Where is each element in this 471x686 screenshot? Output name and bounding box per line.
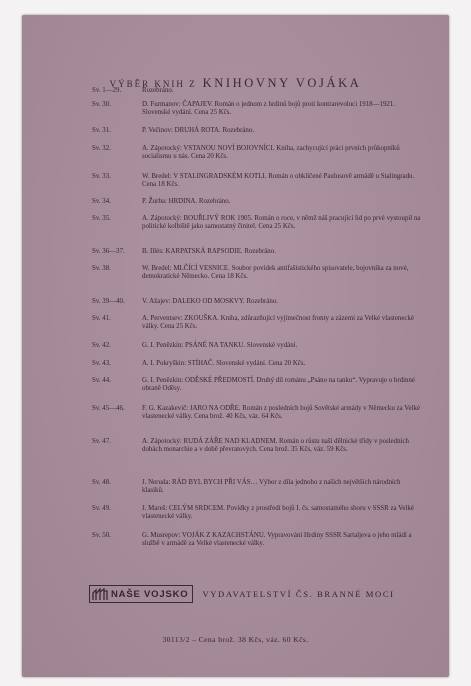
- book-entry: [92, 360, 422, 368]
- book-entry: [92, 127, 422, 135]
- book-description: P. Večinov: DRUHÁ ROTA. Rozebráno.: [142, 127, 255, 134]
- publisher-line: [89, 582, 429, 606]
- book-back-cover: [22, 15, 449, 677]
- book-description: G. Musrepov: VOJÁK Z KAZACHSTÁNU. Vypravování Hrdiny SSSR Sartaljeva o jeho mládí a službě v armádě za Velké vlastenecké války.: [142, 532, 412, 548]
- volume-number: Sv. 45—46.: [92, 405, 125, 412]
- book-entry: [92, 87, 422, 95]
- volume-number: Sv. 36—37.: [92, 248, 125, 255]
- volume-number: Sv. 44.: [92, 377, 111, 384]
- book-entry: [92, 342, 422, 350]
- book-description: A. I. Pokryškin: STÍHAČ. Slovenské vydání. Cena 20 Kčs.: [142, 360, 306, 367]
- volume-number: Sv. 48.: [92, 479, 111, 486]
- book-description: A. Perventsev: ZKOUŠKA. Kniha, zdůrazňující vyjímečnost fronty a zázemí za Velké vlastenecké války. Cena 25 Kčs.: [142, 315, 414, 331]
- book-description: A. Zápotocký: VSTANOU NOVÍ BOJOVNÍCI. Kniha, zachycující práci prvních průkopníků socialismu u nás. Cena 20 Kčs.: [142, 145, 400, 161]
- heading-prefix: VÝBĚR KNIH Z: [109, 79, 197, 89]
- price-line: 30113/2 – Cena brož. 38 Kčs, váz. 60 Kčs.: [162, 635, 309, 644]
- book-entry: [92, 405, 422, 422]
- book-description: P. Žurba: HRDINA. Rozebráno.: [142, 198, 231, 205]
- volume-number: Sv. 30.: [92, 101, 111, 108]
- book-entry: [92, 479, 422, 496]
- publisher-name: VYDAVATELSTVÍ ČS. BRANNÉ MOCI: [202, 589, 395, 599]
- book-description: A. Zápotocký: RUDÁ ZÁŘE NAD KLADNEM. Román o růstu naší dělnické třídy v posledních dobách monarchie a v době převratových. Cena brož. 35 Kčs, váz. 59 Kčs.: [142, 438, 409, 454]
- book-entry: [92, 198, 422, 206]
- book-entry: [92, 173, 422, 190]
- volume-number: Sv. 32.: [92, 145, 111, 152]
- book-entry: [92, 298, 422, 306]
- volume-number: Sv. 34.: [92, 198, 111, 205]
- book-description: D. Furmanov: ČAPAJEV. Román o jednom z hrdinů bojů proti kontrarevoluci 1918—1921. Slovenské vydání. Cena 25 Kčs.: [142, 101, 396, 117]
- book-description: V. Ažajev: DALEKO OD MOSKVY. Rozebráno.: [142, 298, 279, 305]
- volume-number: Sv. 47.: [92, 438, 111, 445]
- book-description: A. Zápotocký: BOUŘLIVÝ ROK 1905. Román o roce, v němž náš pracující lid po prvé vystoupil na politické kolbiště jako samostatný činitel. Cena 25 Kčs.: [142, 215, 421, 231]
- volume-number: Sv. 33.: [92, 173, 111, 180]
- book-description: B. Illés: KARPATSKÁ RAPSODIE. Rozebráno.: [142, 248, 276, 255]
- book-entry: [92, 145, 422, 162]
- book-entry: [92, 532, 422, 549]
- volume-number: Sv. 41.: [92, 315, 111, 322]
- heading-series-name: KNIHOVNY VOJÁKA: [202, 76, 362, 90]
- volume-number: Sv. 39—40.: [92, 298, 125, 305]
- book-entry: [92, 315, 422, 332]
- book-entry: [92, 265, 422, 282]
- book-description: Rozebráno.: [142, 87, 174, 94]
- book-description: J. Neruda: RÁD BYL BYCH PŘI VÁS… Výbor z díla jednoho z našich největších národních klasiků.: [142, 479, 401, 495]
- book-entry: [92, 248, 422, 256]
- volume-number: Sv. 50.: [92, 532, 111, 539]
- volume-number: Sv. 31.: [92, 127, 111, 134]
- book-description: W. Bredel: MLČÍCÍ VESNICE. Soubor povídek antifašistického spisovatele, bojovníka za nové, demokratické Německo. Cena 18 Kčs.: [142, 265, 409, 281]
- book-description: G. I. Penězkin: ODĚSKÉ PŘEDMOSTÍ. Druhý díl románu „Psáno na tanku“. Vypravuje o hrdinné obraně Oděsy.: [142, 377, 415, 393]
- volume-number: Sv. 43.: [92, 360, 111, 367]
- book-description: F. G. Kazakevič: JARO NA ODŘE. Román z posledních bojů Sovětské armády v Německu za Velké vlastenecké války. Cena brož. 40 Kčs, váz. 64 Kčs.: [142, 405, 420, 421]
- volume-number: Sv. 1—29.: [92, 87, 122, 94]
- volume-number: Sv. 38.: [92, 265, 111, 272]
- book-entry: [92, 377, 422, 394]
- book-entry: [92, 215, 422, 232]
- book-entry: [92, 438, 422, 455]
- publisher-logo: [89, 585, 193, 603]
- volume-number: Sv. 49.: [92, 505, 111, 512]
- logo-text: NAŠE VOJSKO: [111, 588, 189, 600]
- soldier-emblem-icon: [92, 588, 108, 601]
- book-entry: [92, 505, 422, 522]
- volume-number: Sv. 35.: [92, 215, 111, 222]
- volume-number: Sv. 42.: [92, 342, 111, 349]
- book-entry: [92, 101, 422, 118]
- book-description: G. I. Penězkin: PSÁNÉ NA TANKU. Slovenské vydání.: [142, 342, 298, 349]
- book-description: W. Bredel: V STALINGRADSKÉM KOTLI. Román o obklíčené Paulusově armádě u Stalingradu. Cena 18 Kčs.: [142, 173, 415, 189]
- book-description: J. Mareš: CELÝM SRDCEM. Povídky z prostředí bojů I. čs. samostatného sboru v SSSR za Velké vlastenecké války.: [142, 505, 414, 521]
